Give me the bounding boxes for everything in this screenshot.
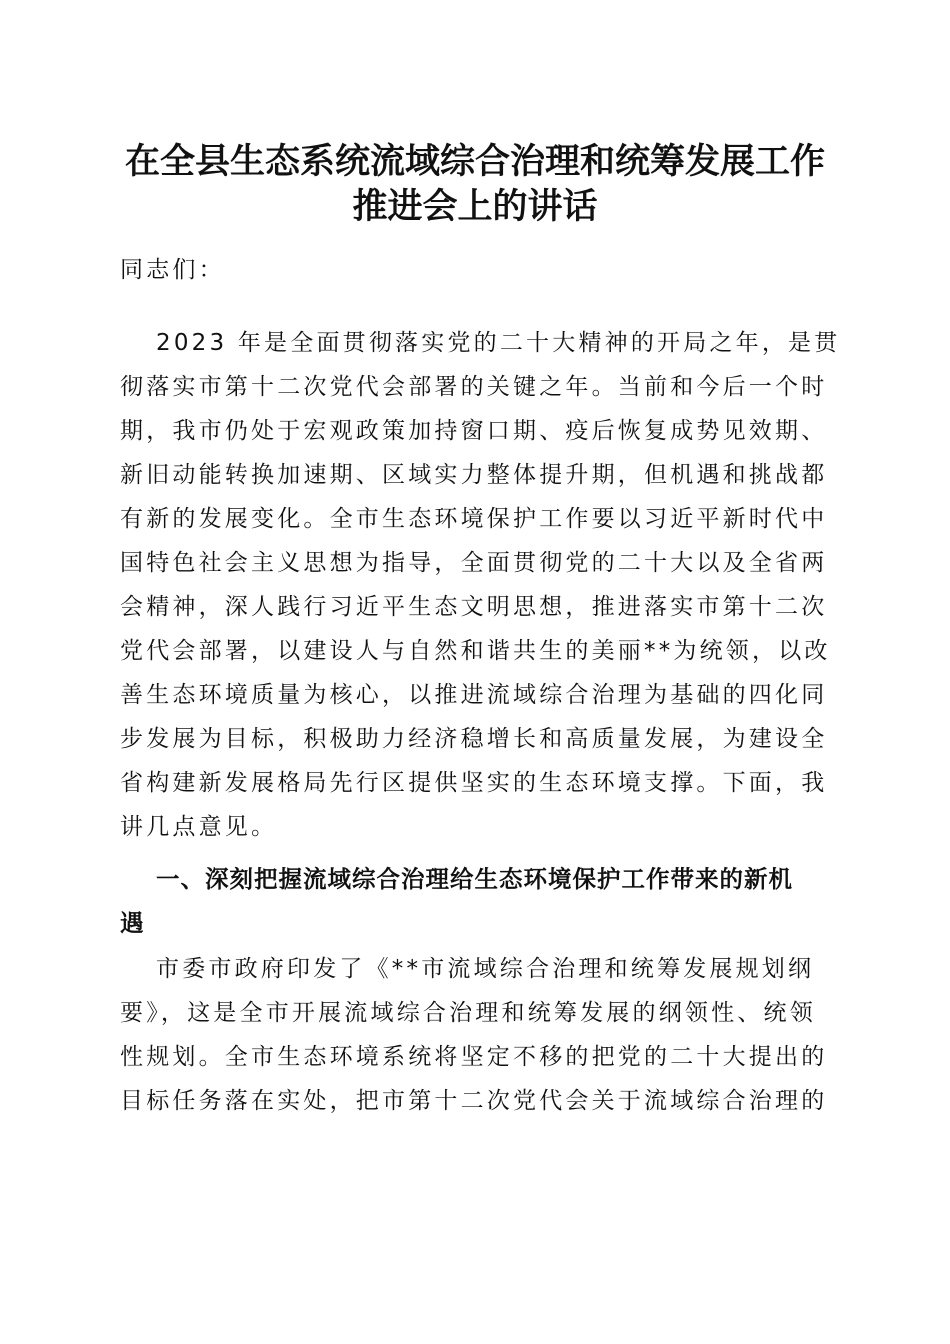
section-heading-1-continued: 遇: [120, 909, 145, 937]
paragraph-1-line: 步发展为目标，积极助力经济稳增长和高质量发展，为建设全: [120, 726, 828, 752]
paragraph-2-line: 目标任务落在实处，把市第十二次党代会关于流域综合治理的: [120, 1088, 828, 1114]
paragraph-1-line: 期，我市仍处于宏观政策加持窗口期、疫后恢复成势见效期、: [120, 418, 828, 444]
document-title-line-1: 在全县生态系统流域综合治理和统筹发展工作: [124, 141, 825, 182]
paragraph-1-line: 国特色社会主义思想为指导，全面贯彻党的二十大以及全省两: [120, 550, 828, 576]
salutation: 同志们：: [120, 257, 225, 283]
paragraph-1-line: 党代会部署，以建设人与自然和谐共生的美丽**为统领，以改: [120, 638, 831, 664]
paragraph-1-line: 善生态环境质量为核心，以推进流域综合治理为基础的四化同: [120, 682, 828, 708]
paragraph-1-line: 会精神，深人践行习近平生态文明思想，推进落实市第十二次: [120, 594, 828, 620]
paragraph-2-line: 性规划。全市生态环境系统将坚定不移的把党的二十大提出的: [120, 1044, 828, 1070]
document-title-line-2: 推进会上的讲话: [352, 186, 598, 227]
paragraph-1-line: 省构建新发展格局先行区提供坚实的生态环境支撑。下面，我: [120, 770, 828, 796]
paragraph-1-line: 2023 年是全面贯彻落实党的二十大精神的开局之年，是贯: [156, 330, 841, 356]
paragraph-2-line: 要》，这是全市开展流域综合治理和统筹发展的纲领性、统领: [120, 1000, 816, 1026]
paragraph-1-line: 新旧动能转换加速期、区域实力整体提升期，但机遇和挑战都: [120, 462, 828, 488]
paragraph-1-line: 有新的发展变化。全市生态环境保护工作要以习近平新时代中: [120, 506, 828, 532]
paragraph-1-line: 彻落实市第十二次党代会部署的关键之年。当前和今后一个时: [120, 374, 828, 400]
paragraph-1-line: 讲几点意见。: [120, 814, 278, 840]
section-heading-1: 一、深刻把握流域综合治理给生态环境保护工作带来的新机: [156, 865, 793, 893]
paragraph-2-line: 市委市政府印发了《**市流域综合治理和统筹发展规划纲: [156, 956, 815, 982]
